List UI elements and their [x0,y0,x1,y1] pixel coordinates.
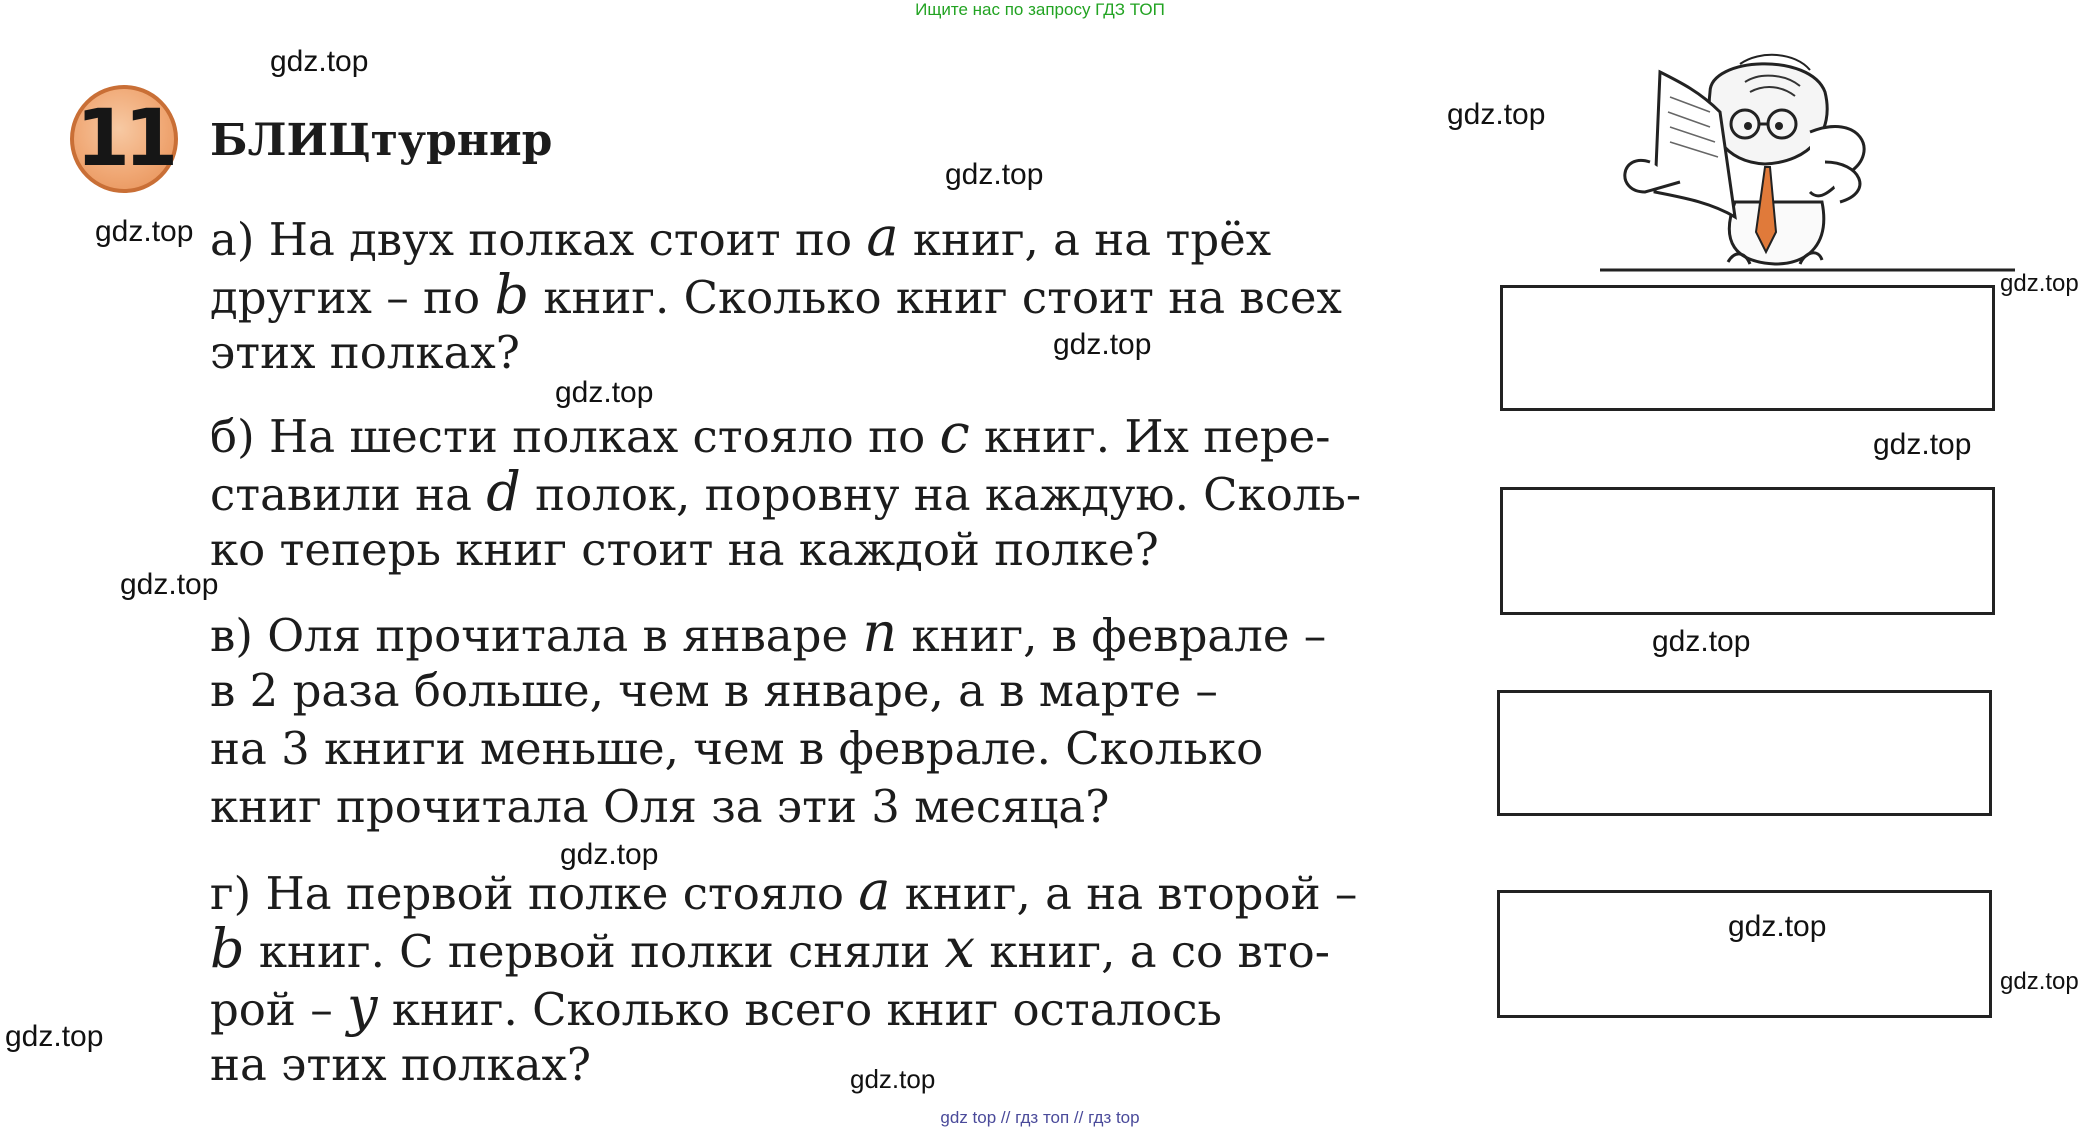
watermark: gdz.top [2000,270,2079,297]
task-text: На шести полках стояло по [268,410,940,463]
task-line [210,601,1327,664]
variable: b [210,917,245,980]
task-line [210,263,1342,326]
task-text: книг. Сколько всего книг осталось [377,983,1222,1036]
task-line [210,1036,1357,1094]
task-text: Оля прочитала в январе [267,609,863,662]
task-text: на 3 книги меньше, чем в феврале. Сколько [210,722,1264,775]
task-label: б) [210,410,255,463]
task-line [210,720,1326,778]
task-line [210,324,1342,382]
watermark: gdz.top [5,1020,104,1053]
task-text: в 2 раза больше, чем в январе, а в марте – [210,664,1218,717]
task-text: книг. С первой полки сняли [244,925,945,978]
task-line [210,859,1358,922]
task-line [210,460,1362,523]
task-label: а) [210,213,255,266]
task-line [210,521,1361,579]
variable: x [944,917,976,980]
task-text: полок, поровну на каждую. Сколь- [520,468,1362,521]
variable: d [486,460,521,523]
watermark: gdz.top [555,376,654,409]
watermark: gdz.top [95,215,194,248]
variable: c [939,402,970,465]
task-label: г) [210,867,252,920]
task-line [210,778,1326,836]
task-title: БЛИЦтурнир [210,115,553,166]
footer-note: gdz top // гдз топ // гдз top [940,1108,1140,1127]
answer-box-b[interactable] [1500,487,1995,615]
watermark: gdz.top [120,568,219,601]
variable: n [862,601,898,664]
task-text: ставили на [210,468,487,521]
watermark: gdz.top [945,158,1044,191]
variable: a [858,859,891,922]
task-text: книг, а со вто- [975,925,1330,978]
watermark: gdz.top [1053,328,1152,361]
task-text: на этих полках? [210,1038,592,1091]
watermark: gdz.top [850,1064,936,1094]
task-text: На первой полке стояло [265,867,859,920]
answer-box-c[interactable] [1497,690,1992,816]
watermark: gdz.top [1728,910,1827,943]
watermark: gdz.top [1652,625,1751,658]
task-text: книг прочитала Оля за эти 3 месяца? [210,780,1110,833]
task-item [210,402,1362,579]
watermark: gdz.top [560,838,659,871]
task-label: в) [210,609,253,662]
task-text: ко теперь книг стоит на каждой полке? [210,523,1159,576]
variable: a [866,205,899,268]
watermark: gdz.top [1873,428,1972,461]
task-text: книг, а на трёх [898,213,1272,266]
task-text: На двух полках стоит по [268,213,867,266]
task-text: книг. Их пере- [969,410,1331,463]
task-item [210,601,1327,836]
task-text: книг. Сколько книг стоит на всех [529,271,1342,324]
task-text: книг, а на второй – [890,867,1358,920]
answer-box-a[interactable] [1500,285,1995,411]
watermark: gdz.top [2000,968,2079,995]
variable: y [347,975,378,1038]
task-line [210,402,1361,465]
task-line [210,205,1342,268]
task-text: книг, в феврале – [897,609,1327,662]
owl-reading-book-icon [1560,52,2020,282]
task-text: этих полках? [210,326,520,379]
watermark: gdz.top [1447,98,1546,131]
task-line [210,975,1357,1038]
task-text: рой – [210,983,347,1036]
task-number-badge: 11 [70,85,178,193]
watermark: gdz.top [270,45,369,78]
task-item [210,859,1358,1094]
header-note: Ищите нас по запросу ГДЗ ТОП [915,0,1165,19]
task-line [210,662,1326,720]
task-item [210,205,1342,382]
task-line [210,917,1357,980]
variable: b [494,263,530,326]
task-text: других – по [210,271,495,324]
